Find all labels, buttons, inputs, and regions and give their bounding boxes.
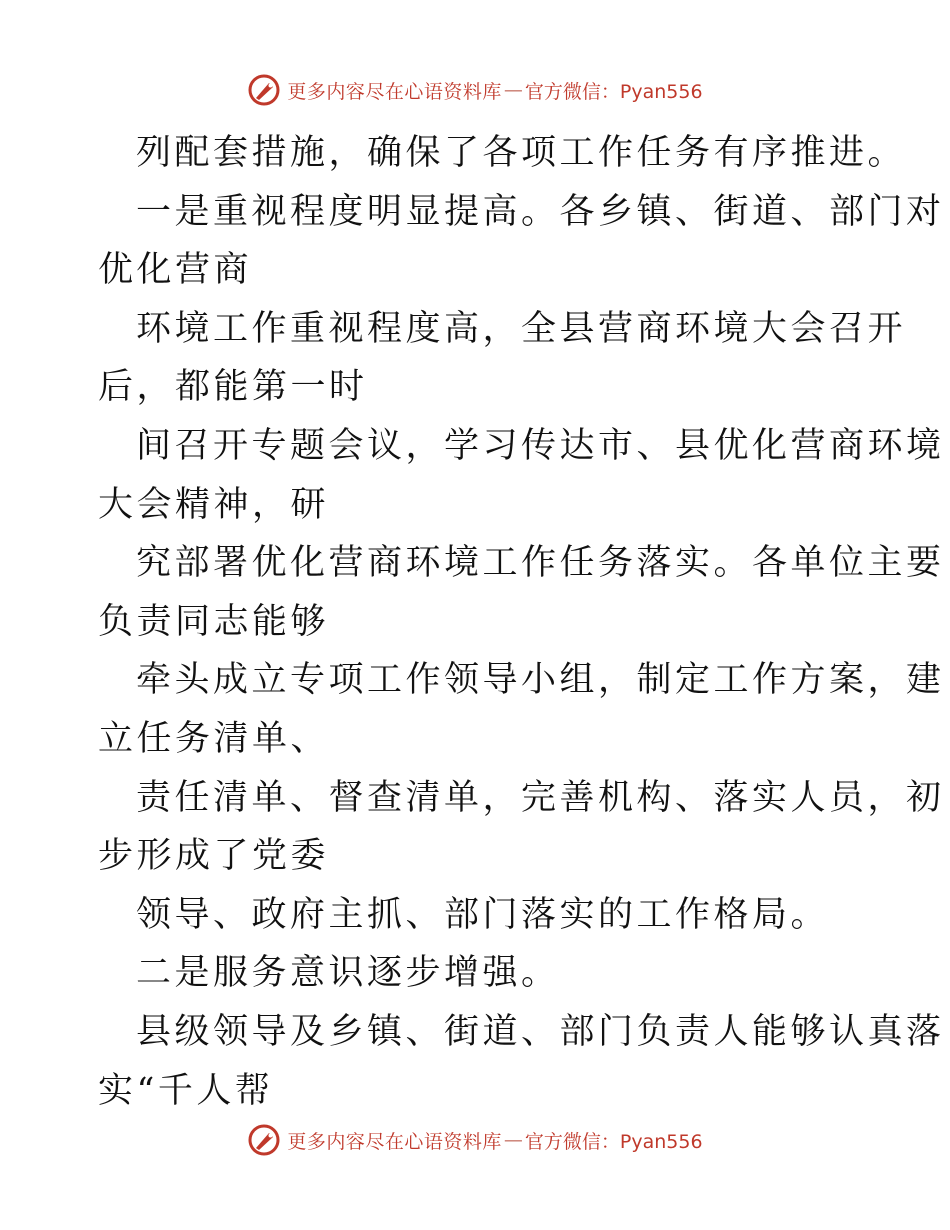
pen-nib-logo-icon bbox=[247, 1123, 281, 1157]
document-body bbox=[98, 124, 945, 1120]
text-line: 牵头成立专项工作领导小组，制定工作方案，建 bbox=[136, 660, 945, 701]
footer-watermark bbox=[0, 1120, 950, 1160]
text-line: 一是重视程度明显提高。各乡镇、街道、部门对 bbox=[136, 191, 945, 232]
watermark-text: 更多内容尽在心语资料库 bbox=[287, 1130, 502, 1153]
text-line: 优化营商 bbox=[98, 250, 253, 291]
watermark-separator: — bbox=[503, 79, 523, 101]
text-line: 领导、政府主抓、部门落实的工作格局。 bbox=[136, 894, 830, 935]
text-line: 二是服务意识逐步增强。 bbox=[136, 953, 560, 994]
text-line: 步形成了党委 bbox=[98, 836, 330, 877]
watermark-wechat: 官方微信：Pyan556 bbox=[524, 1130, 703, 1153]
watermark-wechat: 官方微信：Pyan556 bbox=[524, 80, 703, 103]
text-line: 究部署优化营商环境工作任务落实。各单位主要 bbox=[136, 543, 945, 584]
text-line: 后，都能第一时 bbox=[98, 367, 368, 408]
text-line: 间召开专题会议，学习传达市、县优化营商环境 bbox=[136, 425, 945, 466]
text-line: 大会精神，研 bbox=[98, 484, 330, 525]
watermark-separator: — bbox=[503, 1129, 523, 1151]
header-watermark bbox=[0, 70, 950, 110]
text-line: 实“千人帮 bbox=[98, 1070, 274, 1111]
text-line: 责任清单、督查清单，完善机构、落实人员，初 bbox=[136, 777, 945, 818]
watermark-text: 更多内容尽在心语资料库 bbox=[287, 80, 502, 103]
text-line: 环境工作重视程度高，全县营商环境大会召开 bbox=[136, 308, 907, 349]
text-line: 列配套措施，确保了各项工作任务有序推进。 bbox=[136, 133, 907, 173]
text-line: 立任务清单、 bbox=[98, 718, 330, 759]
text-line: 负责同志能够 bbox=[98, 601, 330, 642]
pen-nib-logo-icon bbox=[247, 73, 281, 107]
text-line: 县级领导及乡镇、街道、部门负责人能够认真落 bbox=[136, 1011, 945, 1052]
